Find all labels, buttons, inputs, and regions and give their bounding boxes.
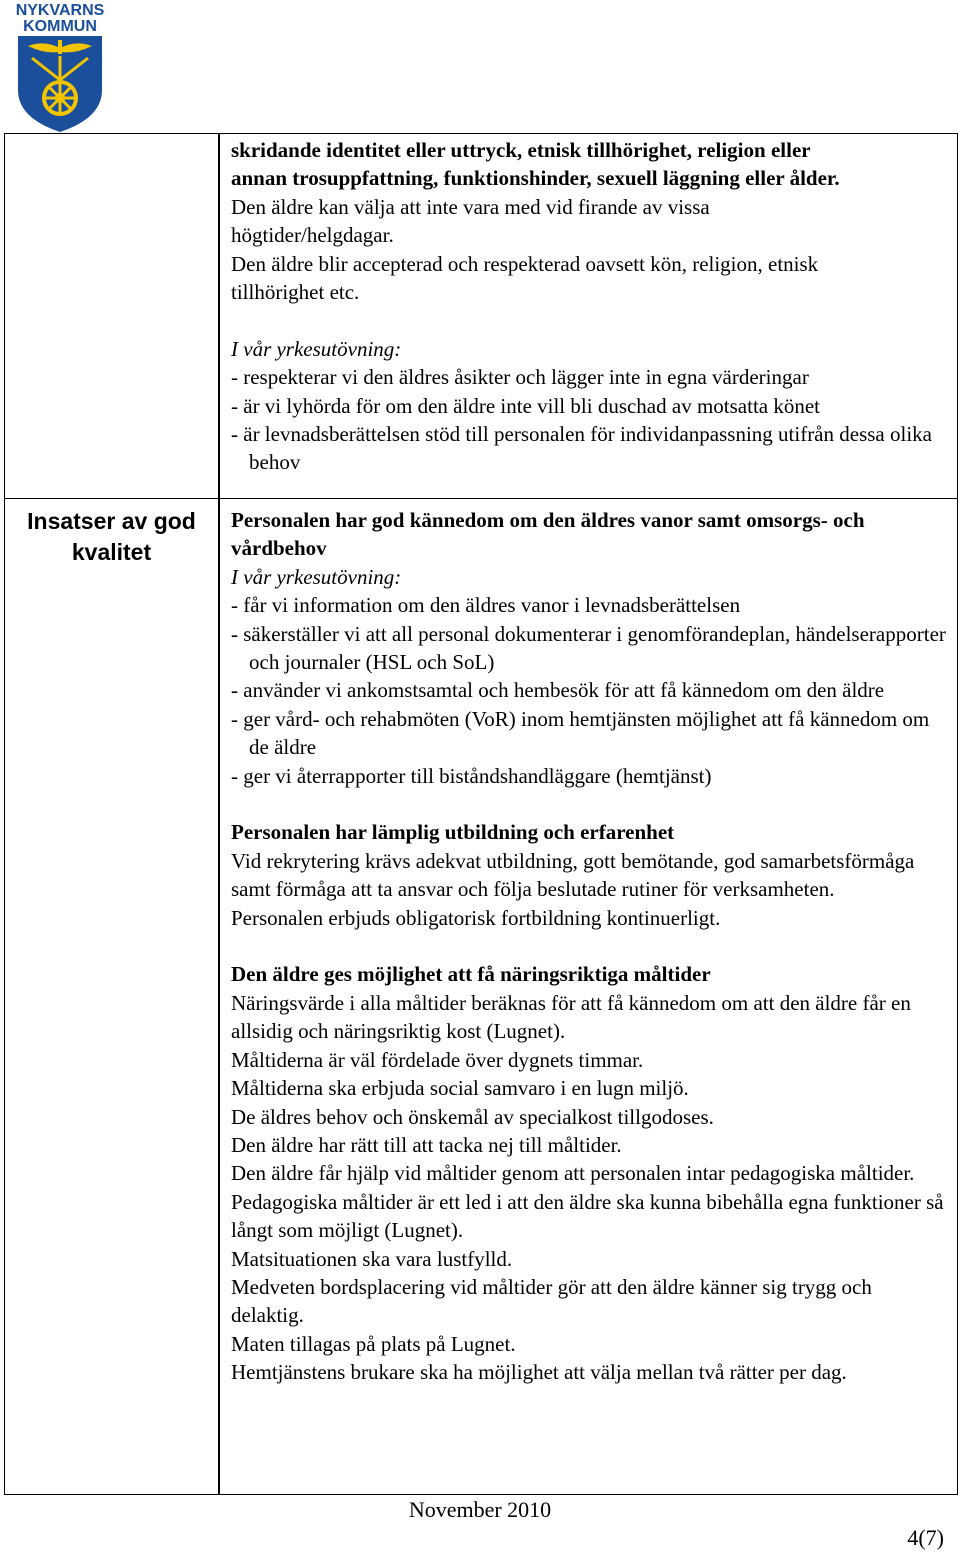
spacer xyxy=(231,306,949,334)
list-item: - ger vi återrapporter till biståndshandläggare (hemtjänst) xyxy=(231,763,712,788)
text-line: Maten tillagas på plats på Lugnet. xyxy=(231,1331,516,1356)
logo-text-line1: NYKVARNS xyxy=(15,2,105,19)
text-line: Personalen erbjuds obligatorisk fortbildning kontinuerligt. xyxy=(231,905,721,930)
list-item: - ger vård- och rehabmöten (VoR) inom hemtjänsten möjlighet att få kännedom om de äldre xyxy=(231,706,930,760)
text-line: Den äldre får hjälp vid måltider genom att personalen intar pedagogiska måltider. Pedagogiska måltider är ett led i att den äldre ska kunna bibehålla egna funktioner så långt som möjligt (Lugnet). xyxy=(231,1161,944,1243)
table-row-continuation xyxy=(5,134,957,499)
municipality-logo xyxy=(10,0,110,134)
section-heading: Personalen har god kännedom om den äldres vanor samt omsorgs- och vårdbehov xyxy=(231,508,865,561)
row1-content-cell xyxy=(231,136,949,477)
row2-content-cell xyxy=(231,506,949,1387)
list-item: - respekterar vi den äldres åsikter och lägger inte in egna värderingar xyxy=(231,365,809,390)
list-item: - får vi information om den äldres vanor i levnadsberättelsen xyxy=(231,593,741,618)
section-heading: Personalen har lämplig utbildning och erfarenhet xyxy=(231,820,675,845)
text-line: högtider/helgdagar. xyxy=(231,223,394,248)
text-line: Näringsvärde i alla måltider beräknas för att få kännedom om att den äldre får en allsidig och näringsriktig kost (Lugnet). xyxy=(231,990,911,1044)
list-item: - är levnadsberättelsen stöd till personalen för individanpassning utifrån dessa olika behov xyxy=(231,422,932,475)
content-table xyxy=(4,133,958,1495)
section-heading: annan trosuppfattning, funktionshinder, sexuell läggning eller ålder. xyxy=(231,166,840,191)
text-line: Matsituationen ska vara lustfylld. xyxy=(231,1246,513,1271)
row2-heading: Insatser av god kvalitet xyxy=(27,508,196,565)
text-line: Måltiderna ska erbjuda social samvaro i en lugn miljö. xyxy=(231,1076,689,1101)
text-line: I vår yrkesutövning: xyxy=(231,564,402,589)
text-line: Vid rekrytering krävs adekvat utbildning, gott bemötande, god samarbetsförmåga samt förmåga att ta ansvar och följa beslutade rutiner för verksamheten. xyxy=(231,848,915,902)
section-heading: Den äldre ges möjlighet att få näringsriktiga måltider xyxy=(231,962,711,987)
text-line: tillhörighet etc. xyxy=(231,280,360,305)
text-line: De äldres behov och önskemål av specialkost tillgodoses. xyxy=(231,1104,714,1129)
list-item: - säkerställer vi att all personal dokumenterar i genomförandeplan, händelserapporter och journaler (HSL och SoL) xyxy=(231,621,946,675)
footer-date: November 2010 xyxy=(408,1497,552,1522)
spacer xyxy=(231,932,949,960)
text-line: I vår yrkesutövning: xyxy=(231,336,402,361)
text-line: Den äldre har rätt till att tacka nej till måltider. xyxy=(231,1132,622,1157)
list-item: - använder vi ankomstsamtal och hembesök för att få kännedom om den äldre xyxy=(231,678,885,703)
spacer xyxy=(231,790,949,818)
logo-text-line2: KOMMUN xyxy=(23,18,97,35)
text-line: Den äldre kan välja att inte vara med vid firande av vissa xyxy=(231,194,710,219)
page-number: 4(7) xyxy=(907,1525,944,1550)
text-line: Medveten bordsplacering vid måltider gör att den äldre känner sig trygg och delaktig. xyxy=(231,1274,872,1328)
text-line: Hemtjänstens brukare ska ha möjlighet att välja mellan två rätter per dag. xyxy=(231,1360,847,1385)
text-line: Den äldre blir accepterad och respekterad oavsett kön, religion, etnisk xyxy=(231,251,819,276)
text-line: Måltiderna är väl fördelade över dygnets timmar. xyxy=(231,1047,644,1072)
section-heading: skridande identitet eller uttryck, etnisk tillhörighet, religion eller xyxy=(231,138,811,162)
list-item: - är vi lyhörda för om den äldre inte vill bli duschad av motsatta könet xyxy=(231,393,821,418)
